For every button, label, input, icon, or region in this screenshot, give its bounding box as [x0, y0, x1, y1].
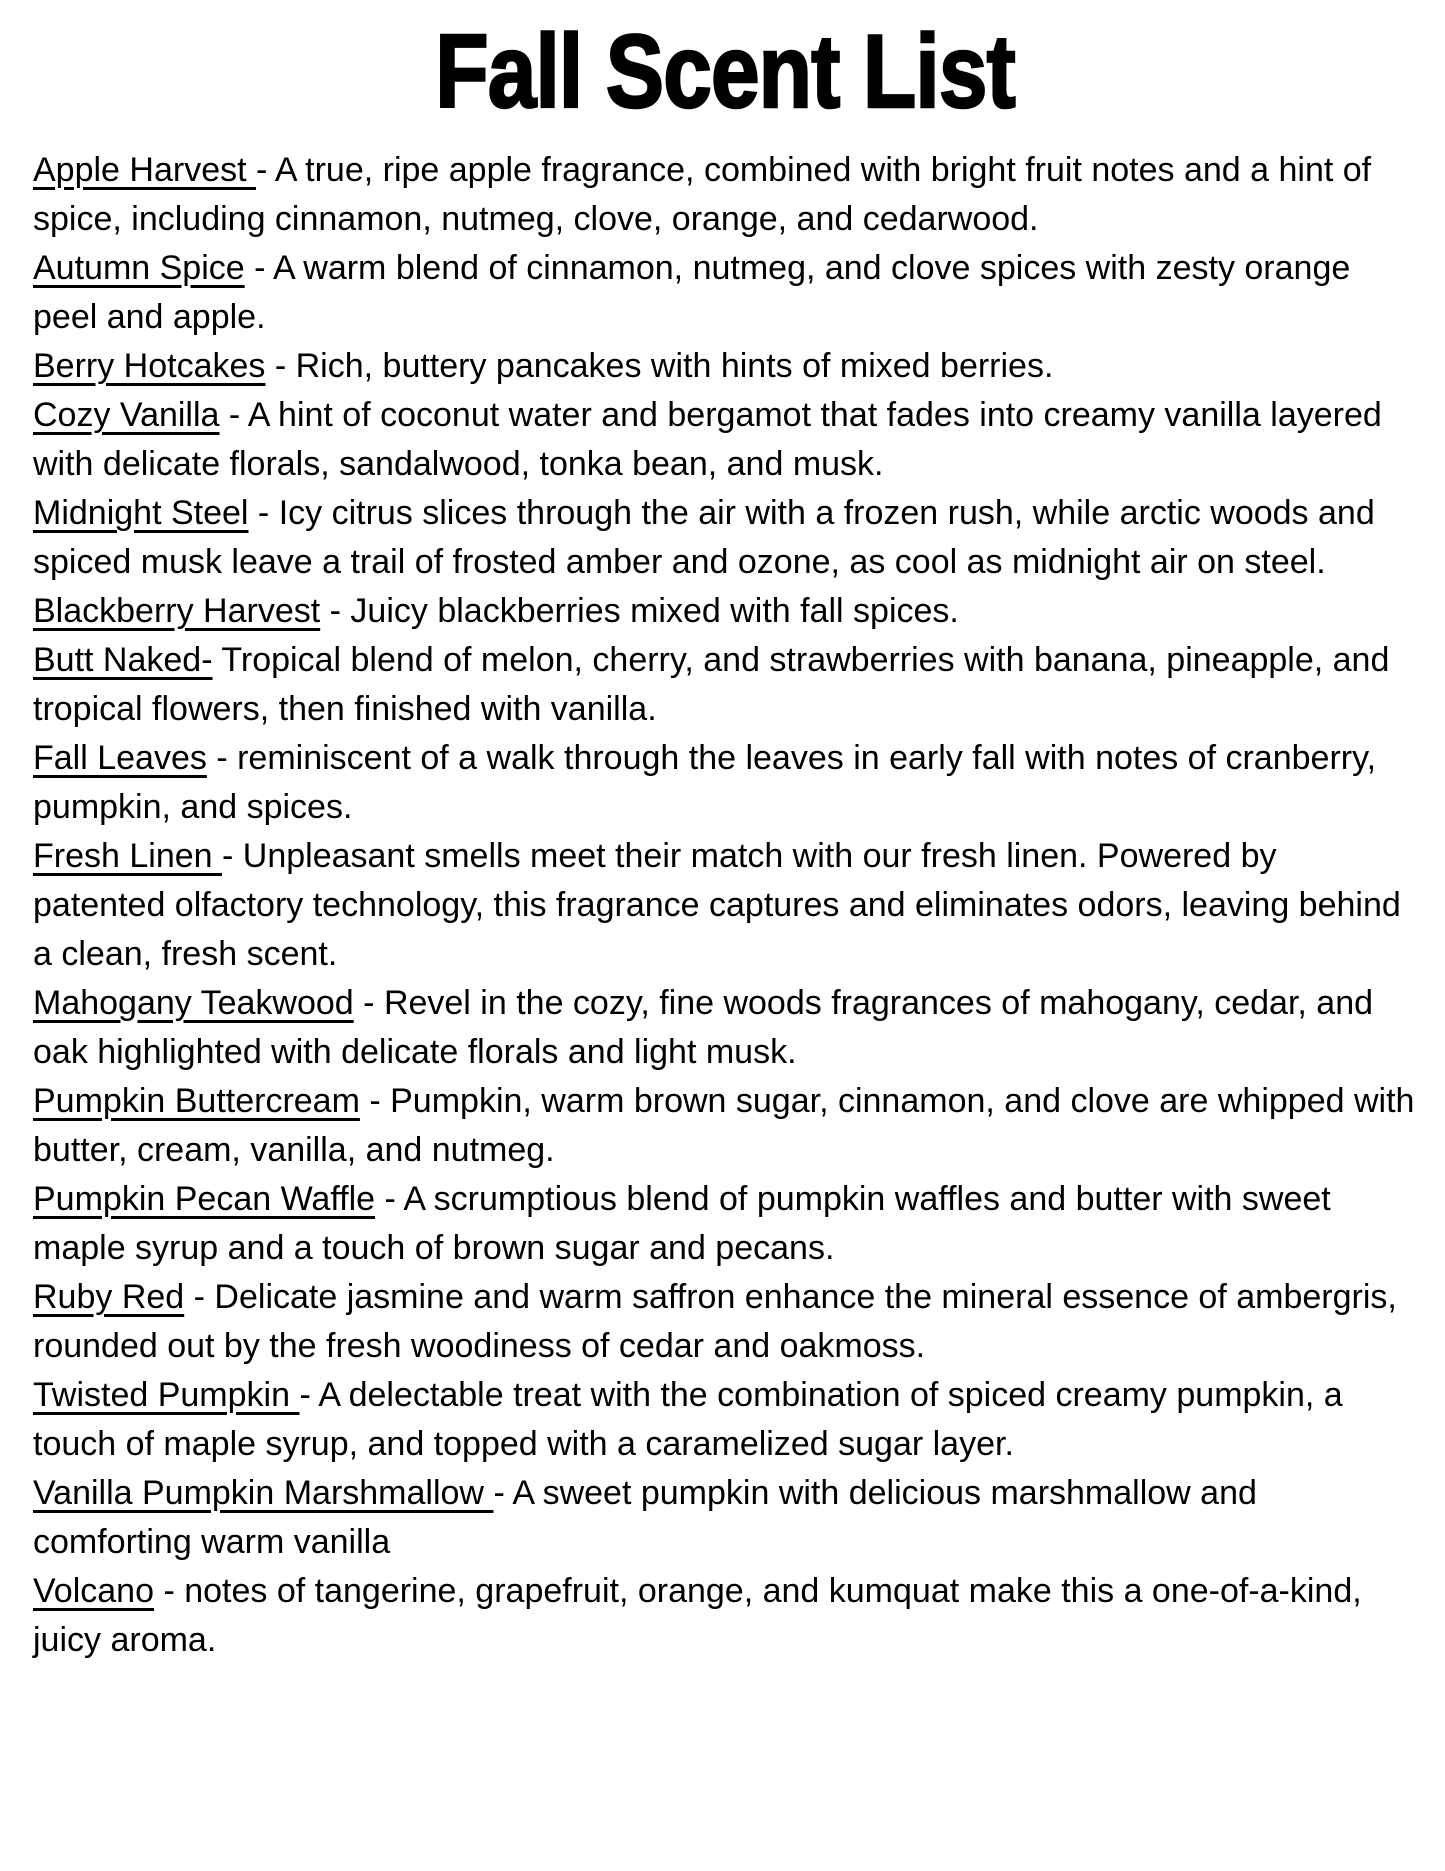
scent-separator: - [299, 1376, 319, 1414]
scent-entry [33, 979, 1417, 1077]
scent-description: notes of tangerine, grapefruit, orange, and kumquat make this a one-of-a-kind, juicy aroma. [33, 1572, 1362, 1659]
scent-separator: - [219, 396, 248, 434]
scent-separator: - [353, 984, 384, 1022]
scent-separator: - [244, 249, 274, 287]
scent-entry [33, 391, 1417, 489]
scent-name: Autumn Spice [33, 249, 245, 287]
scent-entry [33, 1371, 1417, 1469]
scent-description: Delicate jasmine and warm saffron enhance the mineral essence of ambergris, rounded out by the fresh woodiness of cedar and oakmoss. [33, 1278, 1397, 1365]
scent-separator: - [493, 1474, 513, 1512]
scent-separator: - [206, 739, 238, 777]
scent-name: Twisted Pumpkin [33, 1376, 300, 1414]
scent-description: Pumpkin, warm brown sugar, cinnamon, and clove are whipped with butter, cream, vanilla, and nutmeg. [33, 1082, 1415, 1169]
scent-description: A warm blend of cinnamon, nutmeg, and clove spices with zesty orange peel and apple. [33, 249, 1351, 336]
scent-name: Volcano [33, 1572, 154, 1610]
scent-separator: - [248, 494, 279, 532]
scent-name: Cozy Vanilla [33, 396, 220, 434]
scent-entry [33, 734, 1417, 832]
scent-entry [33, 1567, 1417, 1665]
scent-description: A hint of coconut water and bergamot that fades into creamy vanilla layered with delicate florals, sandalwood, tonka bean, and musk. [33, 396, 1382, 483]
scent-description: A true, ripe apple fragrance, combined with bright fruit notes and a hint of spice, including cinnamon, nutmeg, clove, orange, and cedarwood. [33, 151, 1372, 238]
scent-entry [33, 1469, 1417, 1567]
scent-entry [33, 636, 1417, 734]
scent-separator: - [320, 592, 351, 630]
scent-separator: - [359, 1082, 391, 1120]
scent-description: reminiscent of a walk through the leaves in early fall with notes of cranberry, pumpkin, and spices. [33, 739, 1377, 826]
scent-entry [33, 1273, 1417, 1371]
scent-entry [33, 1175, 1417, 1273]
scent-list [33, 146, 1417, 1665]
scent-separator: - [375, 1180, 404, 1218]
scent-name: Pumpkin Pecan Waffle [33, 1180, 376, 1218]
scent-name: Vanilla Pumpkin Marshmallow [33, 1474, 494, 1512]
scent-entry [33, 832, 1417, 979]
scent-name: Berry Hotcakes [33, 347, 266, 385]
scent-description: Rich, buttery pancakes with hints of mixed berries. [295, 347, 1054, 385]
scent-entry [33, 587, 1417, 636]
scent-entry [33, 244, 1417, 342]
scent-name: Blackberry Harvest [33, 592, 321, 630]
page-title [33, 0, 1417, 140]
scent-description: A scrumptious blend of pumpkin waffles and butter with sweet maple syrup and a touch of brown sugar and pecans. [33, 1180, 1331, 1267]
scent-description: Unpleasant smells meet their match with our fresh linen. Powered by patented olfactory technology, this fragrance captures and eliminates odors, leaving behind a clean, fresh scent. [33, 837, 1401, 973]
scent-name: Midnight Steel [33, 494, 249, 532]
scent-name: Mahogany Teakwood [33, 984, 354, 1022]
scent-description: Tropical blend of melon, cherry, and strawberries with banana, pineapple, and tropical flowers, then finished with vanilla. [33, 641, 1390, 728]
scent-description: A sweet pumpkin with delicious marshmallow and comforting warm vanilla [33, 1474, 1257, 1561]
scent-description: A delectable treat with the combination of spiced creamy pumpkin, a touch of maple syrup, and topped with a caramelized sugar layer. [33, 1376, 1343, 1463]
scent-separator: - [184, 1278, 215, 1316]
scent-separator: - [222, 837, 243, 875]
scent-entry [33, 342, 1417, 391]
scent-name: Fall Leaves [33, 739, 207, 777]
scent-name: Pumpkin Buttercream [33, 1082, 360, 1120]
scent-description: Icy citrus slices through the air with a frozen rush, while arctic woods and spiced musk leave a trail of frosted amber and ozone, as cool as midnight air on steel. [33, 494, 1375, 581]
scent-separator: - [154, 1572, 185, 1610]
scent-name: Apple Harvest [33, 151, 256, 189]
page-title-text: Fall Scent List [435, 14, 1015, 130]
scent-name: Butt Naked- [33, 641, 213, 679]
scent-separator: - [256, 151, 275, 189]
scent-name: Fresh Linen [33, 837, 222, 875]
scent-description: Juicy blackberries mixed with fall spices. [350, 592, 959, 630]
scent-name: Ruby Red [33, 1278, 185, 1316]
scent-entry [33, 489, 1417, 587]
scent-separator: - [265, 347, 296, 385]
scent-entry [33, 1077, 1417, 1175]
scent-entry [33, 146, 1417, 244]
scent-description: Revel in the cozy, fine woods fragrances of mahogany, cedar, and oak highlighted with delicate florals and light musk. [33, 984, 1374, 1071]
